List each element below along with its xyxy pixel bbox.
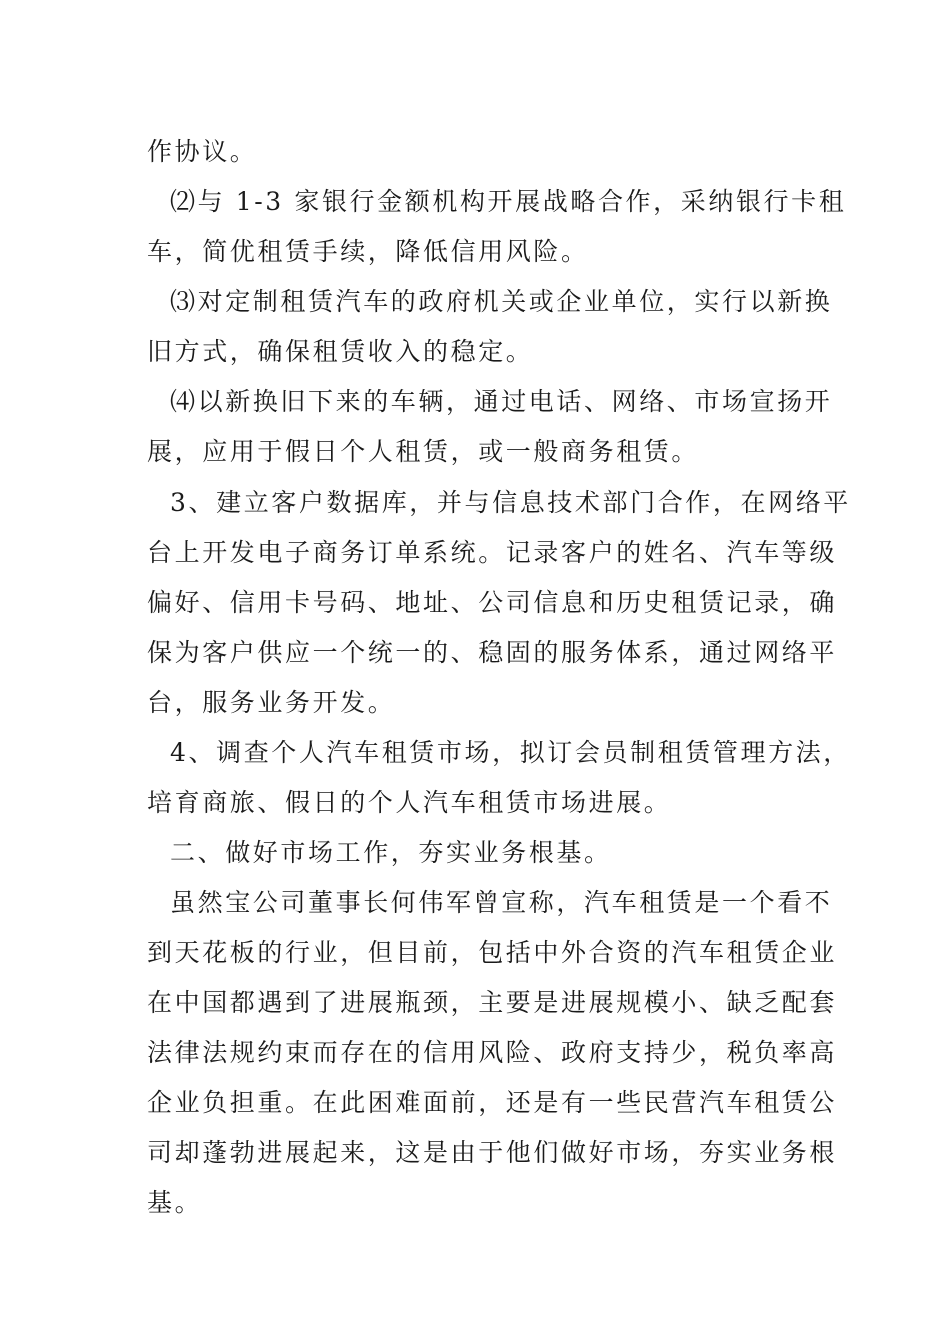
text-line: 台上开发电子商务订单系统。记录客户的姓名、汽车等级: [147, 538, 838, 567]
text-line: 到天花板的行业，但目前，包括中外合资的汽车租赁企业: [147, 938, 838, 967]
text-line: 作协议。: [147, 137, 258, 166]
text-line: 3、建立客户数据库，并与信息技术部门合作，在网络平: [170, 488, 851, 517]
text-line: 展，应用于假日个人租赁，或一般商务租赁。: [147, 437, 700, 466]
text-line: 企业负担重。在此困难面前，还是有一些民营汽车租赁公: [147, 1088, 838, 1117]
text-line: 保为客户供应一个统一的、稳固的服务体系，通过网络平: [147, 638, 838, 667]
text-line: 司却蓬勃进展起来，这是由于他们做好市场，夯实业务根: [147, 1138, 838, 1167]
section-heading: 二、做好市场工作，夯实业务根基。: [170, 838, 612, 867]
text-line: ⑶对定制租赁汽车的政府机关或企业单位，实行以新换: [170, 287, 833, 316]
text-line: 偏好、信用卡号码、地址、公司信息和历史租赁记录，确: [147, 588, 838, 617]
text-line: ⑷以新换旧下来的车辆，通过电话、网络、市场宣扬开: [170, 387, 833, 416]
text-line: ⑵与 1-3 家银行金额机构开展战略合作，采纳银行卡租: [170, 187, 847, 216]
text-line: 车，简优租赁手续，降低信用风险。: [147, 237, 589, 266]
text-line: 基。: [147, 1188, 203, 1217]
text-line: 在中国都遇到了进展瓶颈，主要是进展规模小、缺乏配套: [147, 988, 838, 1017]
text-line: 法律法规约束而存在的信用风险、政府支持少，税负率高: [147, 1038, 838, 1067]
text-line: 4、调查个人汽车租赁市场，拟订会员制租赁管理方法，: [170, 738, 851, 767]
text-line: 虽然宝公司董事长何伟军曾宣称，汽车租赁是一个看不: [170, 888, 833, 917]
text-line: 培育商旅、假日的个人汽车租赁市场进展。: [147, 788, 672, 817]
text-line: 台，服务业务开发。: [147, 688, 396, 717]
text-line: 旧方式，确保租赁收入的稳定。: [147, 337, 534, 366]
